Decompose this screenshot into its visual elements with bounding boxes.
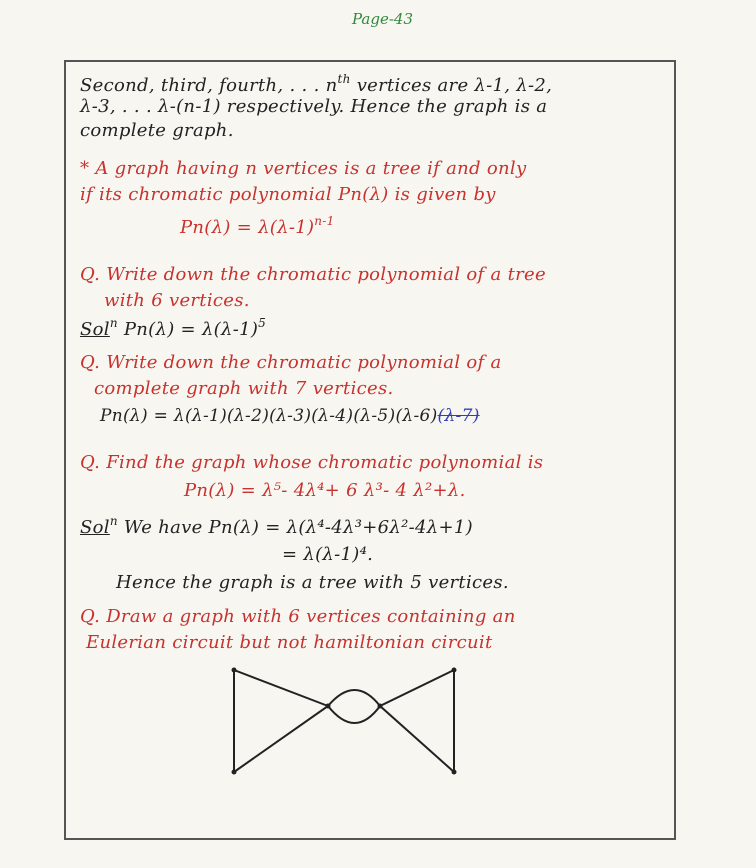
graph-edge	[234, 706, 328, 772]
graph-edge	[328, 690, 380, 706]
theorem-formula: $Pn(\lambda) = \lambda(\lambda-1)^{n-1}$	[180, 214, 335, 238]
graph-edge	[328, 706, 380, 723]
theorem-line-2: if its chromatic polynomial Pn(λ) is given by	[80, 184, 496, 205]
page-number: Page-43	[352, 10, 413, 28]
theorem-line-1: * A graph having n vertices is a tree if and only	[80, 158, 527, 179]
question-2-line-2: complete graph with 7 vertices.	[94, 378, 394, 399]
solution-3-line-1: Sol$^n$ We have Pn(λ) = λ(λ⁴-4λ³+6λ²-4λ+1)	[80, 514, 473, 538]
text-line-2: λ-3, . . . λ-(n-1) respectively. Hence the graph is a	[80, 96, 548, 117]
graph-vertex	[232, 668, 237, 673]
question-3-line-1: Q. Find the graph whose chromatic polynomial is	[80, 452, 544, 473]
text-line-3: complete graph.	[80, 120, 234, 141]
solution-1: Sol$^n$ $Pn(\lambda) = \lambda(\lambda-1)^5$	[80, 316, 267, 340]
solution-2-formula: Pn(λ) = λ(λ-1)(λ-2)(λ-3)(λ-4)(λ-5)(λ-6)(λ-7)	[100, 406, 480, 426]
graph-vertex	[326, 704, 331, 709]
graph-edge	[380, 670, 454, 706]
question-2-line-1: Q. Write down the chromatic polynomial of a	[80, 352, 502, 373]
solution-3-line-2: = λ(λ-1)⁴.	[282, 544, 374, 565]
graph-edge	[380, 706, 454, 772]
question-1-line-1: Q. Write down the chromatic polynomial of a tree	[80, 264, 546, 285]
graph-vertex	[452, 770, 457, 775]
question-3-line-2: Pn(λ) = λ⁵- 4λ⁴+ 6 λ³- 4 λ²+λ.	[184, 480, 466, 501]
question-1-line-2: with 6 vertices.	[104, 290, 250, 311]
question-4-line-1: Q. Draw a graph with 6 vertices containing an	[80, 606, 516, 627]
bowtie-graph-diagram	[220, 660, 470, 790]
solution-3-line-3: Hence the graph is a tree with 5 vertices.	[116, 572, 509, 593]
graph-vertex	[378, 704, 383, 709]
graph-vertex	[452, 668, 457, 673]
graph-vertex	[232, 770, 237, 775]
graph-edge	[234, 670, 328, 706]
text-line-1: Second, third, fourth, . . . $n^{th}$ vertices are λ-1, λ-2,	[80, 72, 553, 96]
question-4-line-2: Eulerian circuit but not hamiltonian circuit	[86, 632, 493, 653]
